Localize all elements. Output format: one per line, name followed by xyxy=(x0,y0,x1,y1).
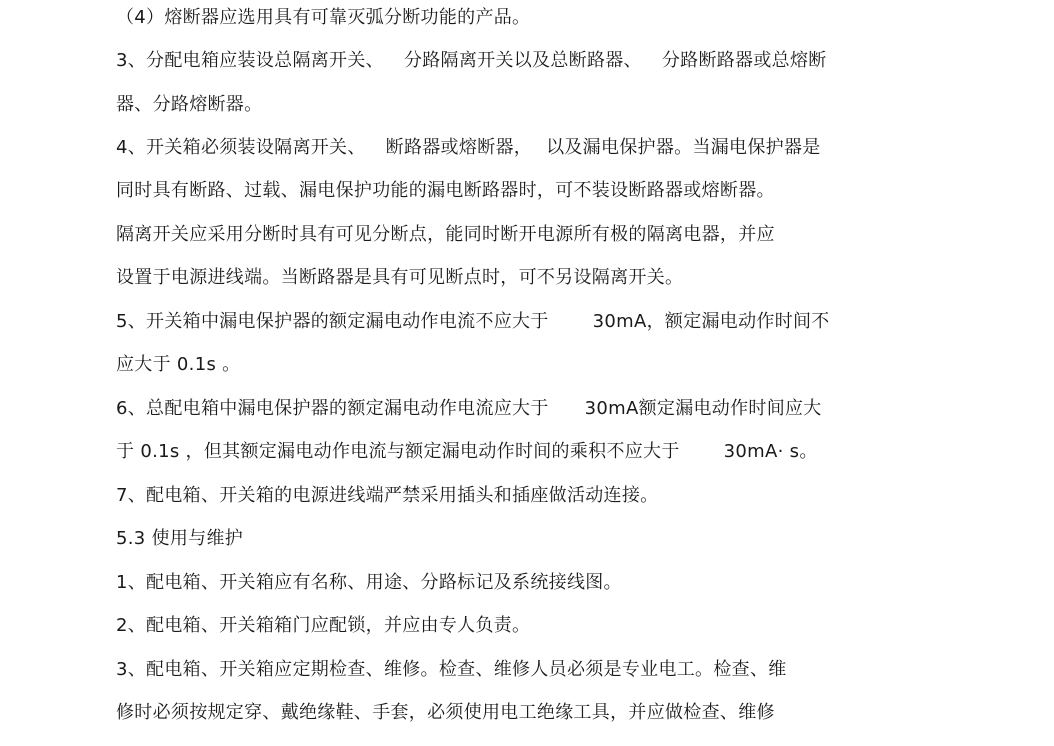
text-span: 7、配电箱、开关箱的电源进线端严禁采用插头和插座做活动连接。 xyxy=(116,485,659,506)
text-line xyxy=(116,484,658,508)
text-line xyxy=(116,614,530,638)
text-span: 3、配电箱、开关箱应定期检查、维修。检查、维修人员必须是专业电工。检查、维 xyxy=(116,659,787,680)
text-line xyxy=(116,223,775,247)
text-line xyxy=(116,266,683,290)
text-span: 隔离开关应采用分断时具有可见分断点，能同时断开电源所有极的隔离电器，并应 xyxy=(116,224,775,245)
text-span: 应大于 0.1s 。 xyxy=(116,354,241,375)
text-line xyxy=(116,93,262,117)
text-span: 断路器或熔断器， xyxy=(385,137,533,158)
text-line xyxy=(116,136,821,160)
text-span: 5.3 使用与维护 xyxy=(116,528,244,549)
text-line xyxy=(116,701,775,725)
text-span: 1、配电箱、开关箱应有名称、用途、分路标记及系统接线图。 xyxy=(116,572,622,593)
text-span: （4）熔断器应选用具有可靠灭弧分断功能的产品。 xyxy=(116,7,531,28)
text-span: 修时必须按规定穿、戴绝缘鞋、手套，必须使用电工绝缘工具，并应做检查、维修 xyxy=(116,702,775,723)
text-line xyxy=(116,658,787,682)
text-line xyxy=(116,49,827,73)
text-span: 30mA· s。 xyxy=(723,441,818,462)
text-span: 30mA，额定漏电动作时间不 xyxy=(592,311,830,332)
text-span: 3、分配电箱应装设总隔离开关、 xyxy=(116,50,384,71)
text-line xyxy=(116,6,530,30)
text-line xyxy=(116,353,240,377)
text-span: 分路断路器或总熔断 xyxy=(661,50,827,71)
text-span: 4、开关箱必须装设隔离开关、 xyxy=(116,137,366,158)
text-line xyxy=(116,310,830,334)
text-span: 5、开关箱中漏电保护器的额定漏电动作电流不应大于 xyxy=(116,311,549,332)
text-span: 设置于电源进线端。当断路器是具有可见断点时，可不另设隔离开关。 xyxy=(116,267,684,288)
text-span: 2、配电箱、开关箱箱门应配锁，并应由专人负责。 xyxy=(116,615,531,636)
text-span: 6、总配电箱中漏电保护器的额定漏电动作电流应大于 xyxy=(116,398,549,419)
text-span: 以及漏电保护器。当漏电保护器是 xyxy=(546,137,821,158)
text-line xyxy=(116,397,822,421)
text-span: 器、分路熔断器。 xyxy=(116,94,263,115)
text-line xyxy=(116,440,818,464)
section-heading xyxy=(116,527,243,551)
text-line xyxy=(116,179,775,203)
text-line xyxy=(116,571,622,595)
text-span: 同时具有断路、过载、漏电保护功能的漏电断路器时，可不装设断路器或熔断器。 xyxy=(116,180,775,201)
text-span: 30mA额定漏电动作时间应大 xyxy=(584,398,822,419)
text-span: 分路隔离开关以及总断路器、 xyxy=(403,50,642,71)
text-span: 于 0.1s ，但其额定漏电动作电流与额定漏电动作时间的乘积不应大于 xyxy=(116,441,680,462)
